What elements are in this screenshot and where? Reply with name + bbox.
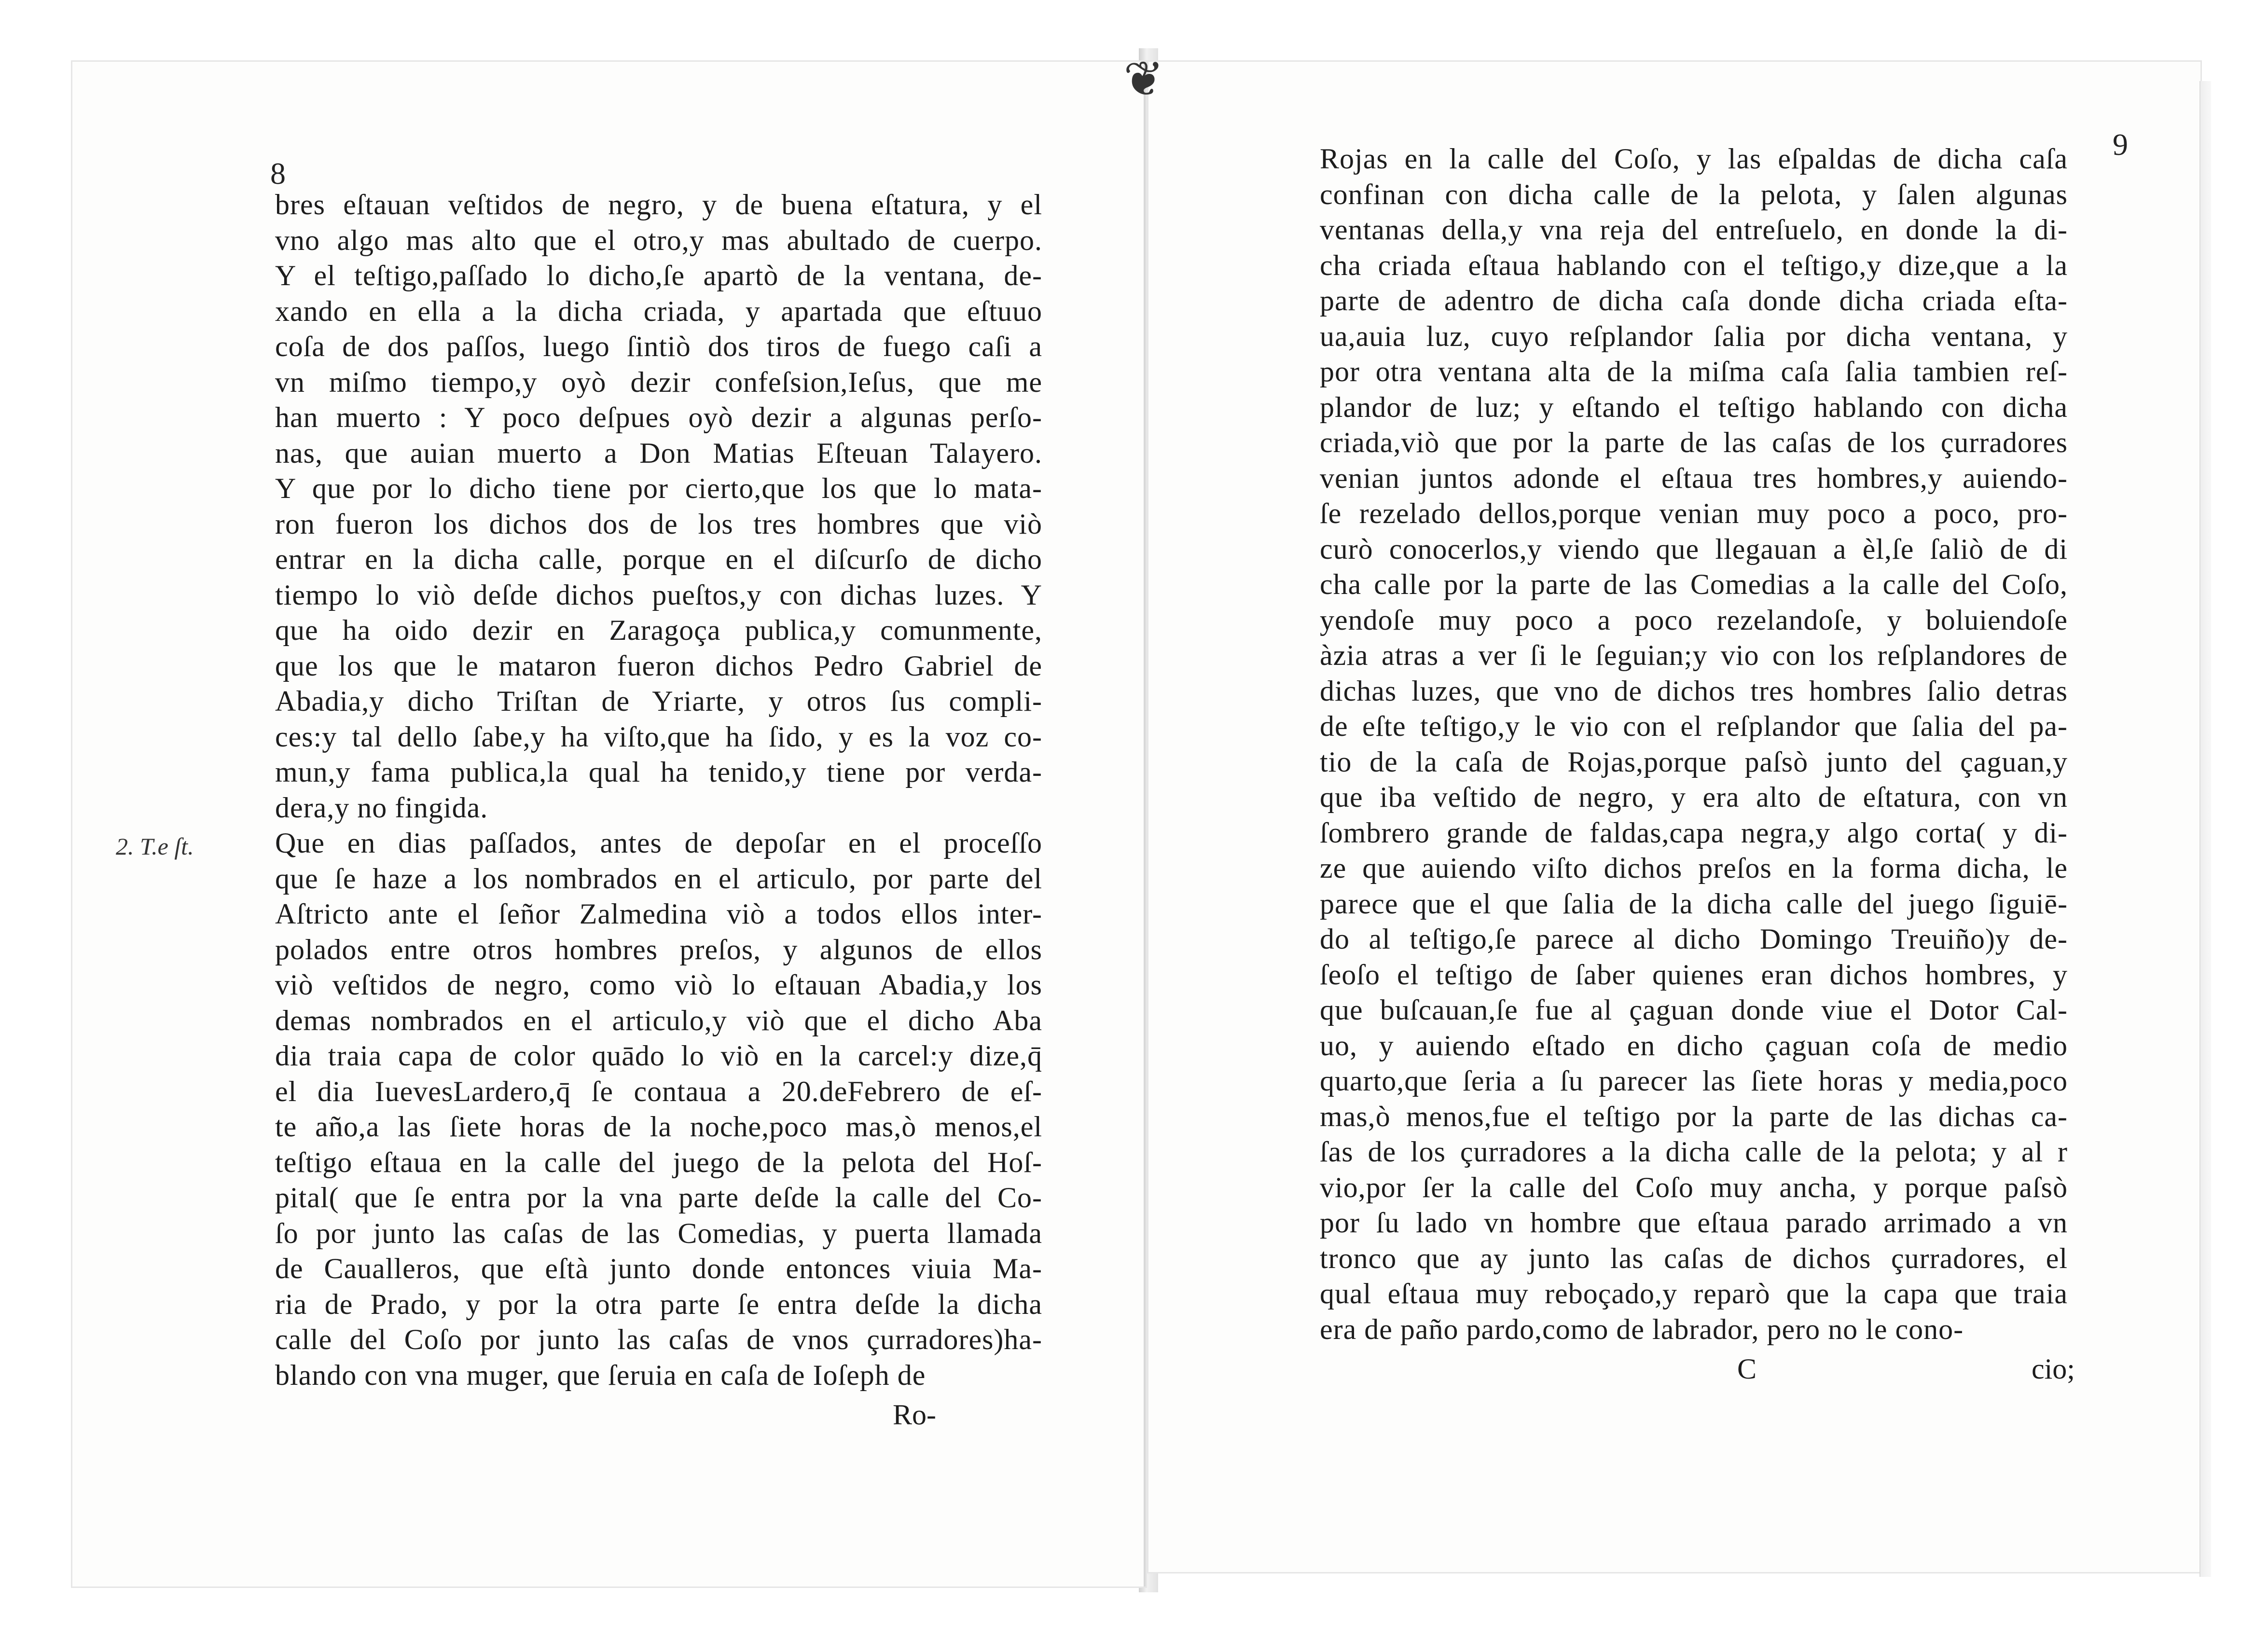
text-line: confinan con dicha calle de la pelota, y ſalen algunas [1320,178,2068,210]
text-line: parte de adentro de dicha caſa donde dicha criada eſta- [1320,285,2068,317]
text-line: Aſtricto ante el ſeñor Zalmedina viò a todos ellos inter- [275,898,1042,930]
text-line: te año,a las ſiete horas de la noche,poco mas,ò menos,el [275,1111,1042,1143]
text-line: cha calle por la parte de las Comedias a la calle del Coſo, [1320,568,2068,600]
text-line: dera,y no fingida. [275,791,488,824]
text-line: nas, que auian muerto a Don Matias Eſteuan Talayero. [275,437,1042,469]
text-line: do al teſtigo,ſe parece al dicho Domingo Treuiño)y de- [1320,923,2068,955]
text-line: coſa de dos paſſos, luego ſintiò dos tiros de fuego caſi a [275,331,1042,362]
text-line: blando con vna muger, que ſeruia en caſa de Ioſeph de [275,1359,926,1391]
text-line: por ſu lado vn hombre que eſtaua parado arrimado a vn [1320,1207,2068,1239]
text-line: plandor de luz; y eſtando el teſtigo hablando con dicha [1320,391,2068,423]
text-line: àzia atras a ver ſi le ſeguian;y vio con los reſplandores de [1320,639,2068,671]
text-line: que ha oido dezir en Zaragoça publica,y comunmente, [275,614,1042,646]
text-line: mun,y fama publica,la qual ha tenido,y tiene por verda- [275,756,1042,788]
catchword: cio; [2032,1353,2075,1385]
text-line: venian juntos adonde el eſtaua tres hombres,y auiendo- [1320,462,2068,494]
text-line: han muerto : Y poco deſpues oyò dezir a algunas perſo- [275,401,1042,433]
text-line: mas,ò menos,fue el teſtigo por la parte de las dichas ca- [1320,1100,2068,1132]
text-line: teſtigo eſtaua en la calle del juego de la pelota del Hoſ- [275,1146,1042,1178]
text-line: tio de la caſa de Rojas,porque paſsò junto del çaguan,y [1320,745,2068,778]
fleuron-ornament: ❦ [1123,53,1164,106]
text-line: ſeoſo el teſtigo de ſaber quienes eran dichos hombres, y [1320,958,2068,991]
text-line: el dia IuevesLardero,q̄ ſe contaua a 20.deFebrero de eſ- [275,1075,1042,1107]
text-line: por otra ventana alta de la miſma caſa ſalia tambien reſ- [1320,356,2068,387]
text-line: polados entre otros hombres preſos, y algunos de ellos [275,933,1042,966]
text-line: Abadia,y dicho Triſtan de Yriarte, y otros ſus compli- [275,685,1042,717]
text-line: ron fueron los dichos dos de los tres hombres que viò [275,508,1042,540]
text-line: de eſte teſtigo,y le vio con el reſplandor que ſalia del pa- [1320,710,2068,742]
text-line: tronco que ay junto las caſas de dichos çurradores, el [1320,1242,2068,1274]
text-line: xando en ella a la dicha criada, y apartada que eſtuuo [275,295,1042,327]
text-line: entrar en la dicha calle, porque en el diſcurſo de dicho [275,543,1042,575]
text-line: Y el teſtigo,paſſado lo dicho,ſe apartò de la ventana, de- [275,260,1042,291]
text-line: Rojas en la calle del Coſo, y las eſpaldas de dicha caſa [1320,143,2068,175]
text-line: ria de Prado, y por la otra parte ſe entra deſde la dicha [275,1288,1042,1320]
page-number: 9 [2113,127,2128,162]
text-line: parece que el que ſalia de la dicha calle del juego ſiguiē- [1320,887,2068,920]
right-page [1148,62,2200,1572]
text-line: viò veſtidos de negro, como viò lo eſtauan Abadia,y los [275,969,1042,1001]
signature-mark: C [1737,1353,1757,1385]
text-line: ſe rezelado dellos,porque venian muy poco a poco, pro- [1320,497,2068,529]
text-line: dichas luzes, que vno de dichos tres hombres ſalio detras [1320,675,2068,707]
text-line: yendoſe muy poco a poco rezelandoſe, y boluiendoſe [1320,604,2068,636]
text-line: ua,auia luz, cuyo reſplandor ſalia por dicha ventana, y [1320,320,2068,352]
text-line: vno algo mas alto que el otro,y mas abultado de cuerpo. [275,224,1042,256]
text-line: pital( que ſe entra por la vna parte deſde la calle del Co- [275,1182,1042,1214]
page-number: 8 [270,156,286,191]
body-text [275,187,1042,1393]
text-line: era de paño pardo,como de labrador, pero no le cono- [1320,1313,1964,1345]
margin-note: 2. T.e ſt. [116,833,194,860]
text-line: ventanas della,y vna reja del entreſuelo, en donde la di- [1320,214,2068,246]
text-line: qual eſtaua muy reboçado,y reparò que la capa que traia [1320,1278,2068,1310]
text-line: bres eſtauan veſtidos de negro, y de buena eſtatura, y el [275,189,1042,221]
text-line: que buſcauan,ſe fue al çaguan donde viue el Dotor Cal- [1320,994,2068,1026]
catchword: Ro- [893,1399,936,1431]
text-line: quarto,que ſeria a ſu parecer las ſiete horas y media,poco [1320,1065,2068,1097]
text-line: ces:y tal dello ſabe,y ha viſto,que ha ſido, y es la voz co- [275,720,1042,753]
text-line: de Caualleros, que eſtà junto donde entonces viuia Ma- [275,1253,1042,1284]
text-line: cha criada eſtaua hablando con el teſtigo,y dize,que a la [1320,249,2068,281]
body-text [1320,141,2068,1347]
text-line: dia traia capa de color quādo lo viò en la carcel:y dize,q̄ [275,1040,1042,1072]
text-line: criada,viò que por la parte de las caſas de los çurradores [1320,427,2068,458]
text-line: Y que por lo dicho tiene por cierto,que los que lo mata- [275,472,1042,504]
text-line: calle del Coſo por junto las caſas de vnos çurradores)ha- [275,1324,1042,1355]
text-line: uo, y auiendo eſtado en dicho çaguan coſa de medio [1320,1029,2068,1062]
text-line: ſombrero grande de faldas,capa negra,y algo corta( y di- [1320,816,2068,849]
text-line: que iba veſtido de negro, y era alto de eſtatura, con vn [1320,781,2068,813]
text-line: que ſe haze a los nombrados en el articulo, por parte del [275,862,1042,895]
left-page [72,62,1146,1587]
text-line: ſas de los çurradores a la dicha calle de la pelota; y al r [1320,1136,2068,1168]
text-line: ze que auiendo viſto dichos preſos en la forma dicha, le [1320,852,2068,884]
text-line: vn miſmo tiempo,y oyò dezir confeſsion,Ieſus, que me [275,366,1042,398]
text-line: curò conocerlos,y viendo que llegauan a èl,ſe ſaliò de di [1320,533,2068,565]
text-line: ſo por junto las caſas de las Comedias, y puerta llamada [275,1217,1042,1249]
text-line: que los que le mataron fueron dichos Pedro Gabriel de [275,649,1042,682]
text-line: Que en dias paſſados, antes de depoſar en el proceſſo [275,827,1042,859]
text-line: tiempo lo viò deſde dichos pueſtos,y con dichas luzes. Y [275,579,1042,611]
text-line: demas nombrados en el articulo,y viò que el dicho Aba [275,1004,1042,1036]
text-line: vio,por ſer la calle del Coſo muy ancha, y porque paſsò [1320,1171,2068,1203]
